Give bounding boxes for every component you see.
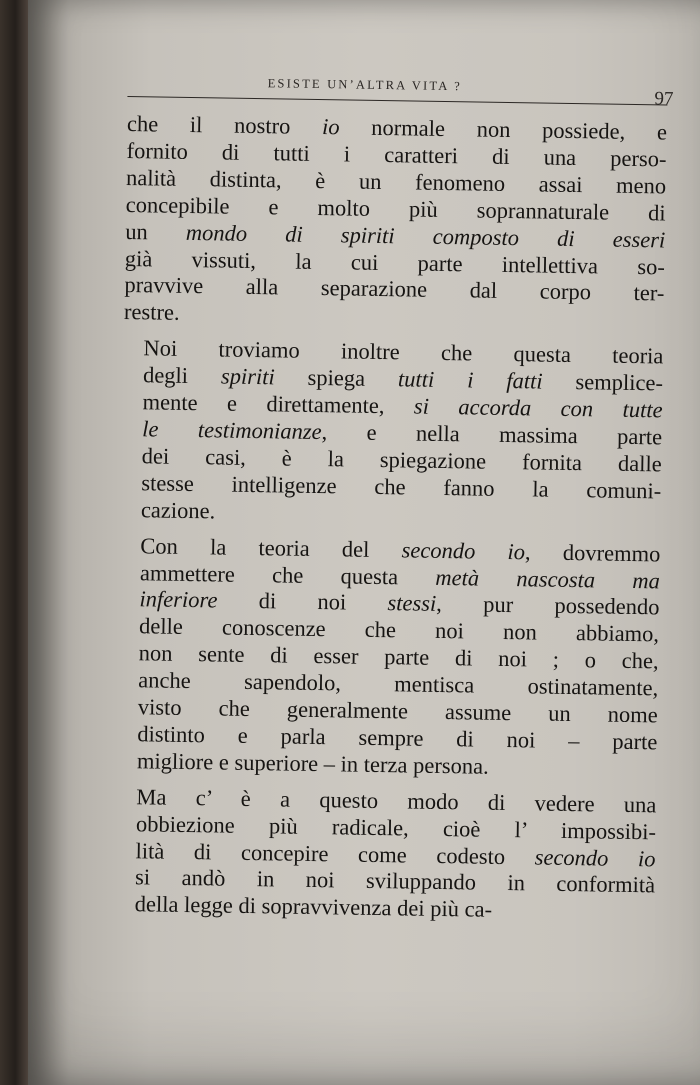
italic-text: mondo di spiriti composto di esseri bbox=[185, 219, 666, 253]
body-text bbox=[115, 111, 668, 927]
roman-text: normale non possiede, e bbox=[339, 114, 668, 145]
roman-text: degli bbox=[142, 362, 222, 389]
roman-text: Ma c’ è a questo modo di vedere una bbox=[136, 783, 657, 818]
paragraph bbox=[115, 784, 657, 927]
running-head bbox=[127, 60, 674, 110]
roman-text: obbiezione più radicale, cioè l’ impossibi- bbox=[135, 810, 657, 845]
italic-text: spiriti bbox=[220, 363, 275, 390]
roman-text: fornito di tutti i caratteri di una perso- bbox=[126, 137, 667, 172]
roman-text: , pur possedendo bbox=[436, 591, 660, 620]
roman-text: di noi bbox=[217, 587, 388, 616]
roman-text: , e nella massima parte bbox=[321, 419, 663, 450]
italic-text: inferiore bbox=[139, 586, 218, 613]
roman-text: delle conoscenze che noi non abbiamo, bbox=[138, 613, 660, 647]
roman-text: nalità distinta, è un fenomeno assai meno bbox=[125, 164, 667, 199]
roman-text: che il nostro bbox=[126, 110, 323, 140]
italic-text: secondo io bbox=[534, 844, 656, 871]
roman-text: dei casi, è la spiegazione fornita dalle bbox=[141, 443, 662, 477]
roman-text: un bbox=[125, 218, 187, 245]
roman-text: lità di concepire come codesto bbox=[135, 837, 535, 870]
roman-text: Noi troviamo inoltre che questa teoria bbox=[143, 335, 664, 369]
roman-text: Con la teoria del bbox=[140, 532, 402, 562]
page-number: 97 bbox=[654, 88, 674, 110]
roman-text: già vissuti, la cui parte intellettiva so- bbox=[124, 245, 666, 279]
italic-text: io bbox=[321, 114, 340, 140]
roman-text: della legge di sopravvivenza dei più ca- bbox=[134, 891, 493, 923]
roman-text: si andò in noi sviluppando in conformità bbox=[134, 864, 656, 898]
paragraph bbox=[124, 111, 667, 335]
roman-text: concepibile e molto più soprannaturale di bbox=[125, 191, 666, 226]
italic-text: secondo io bbox=[401, 536, 526, 564]
roman-text: semplice- bbox=[542, 368, 664, 396]
italic-text: tutti i fatti bbox=[397, 366, 543, 394]
book-page bbox=[28, 0, 700, 1085]
roman-text: , dovremmo bbox=[524, 538, 661, 567]
roman-text: pravvive alla separazione dal corpo ter- bbox=[124, 272, 665, 306]
paragraph bbox=[121, 335, 664, 532]
roman-text: visto che generalmente assume un nome bbox=[137, 694, 658, 728]
italic-text: si accorda con tutte bbox=[413, 393, 663, 423]
roman-text: spiega bbox=[274, 364, 399, 392]
paragraph bbox=[117, 533, 661, 784]
roman-text: stesse intelligenze che fanno la comuni- bbox=[141, 470, 662, 504]
italic-text: stessi bbox=[387, 590, 437, 617]
roman-text: mente e direttamente, bbox=[142, 389, 415, 419]
italic-text: le testimonianze bbox=[142, 416, 322, 445]
italic-text: metà nascosta ma bbox=[435, 564, 661, 593]
roman-text: distinto e parla sempre di noi – parte bbox=[137, 721, 658, 755]
roman-text: non sente di esser parte di noi ; o che, bbox=[138, 640, 659, 674]
roman-text: restre. bbox=[123, 299, 180, 326]
roman-text: ammettere che questa bbox=[139, 559, 436, 590]
roman-text: cazione. bbox=[140, 496, 216, 524]
roman-text: migliore e superiore – in terza persona. bbox=[136, 748, 489, 779]
roman-text: anche sapendolo, mentisca ostinatamente, bbox=[138, 667, 659, 701]
running-title: ESISTE UN’ALTRA VITA ? bbox=[267, 76, 463, 94]
page-content bbox=[115, 60, 674, 927]
